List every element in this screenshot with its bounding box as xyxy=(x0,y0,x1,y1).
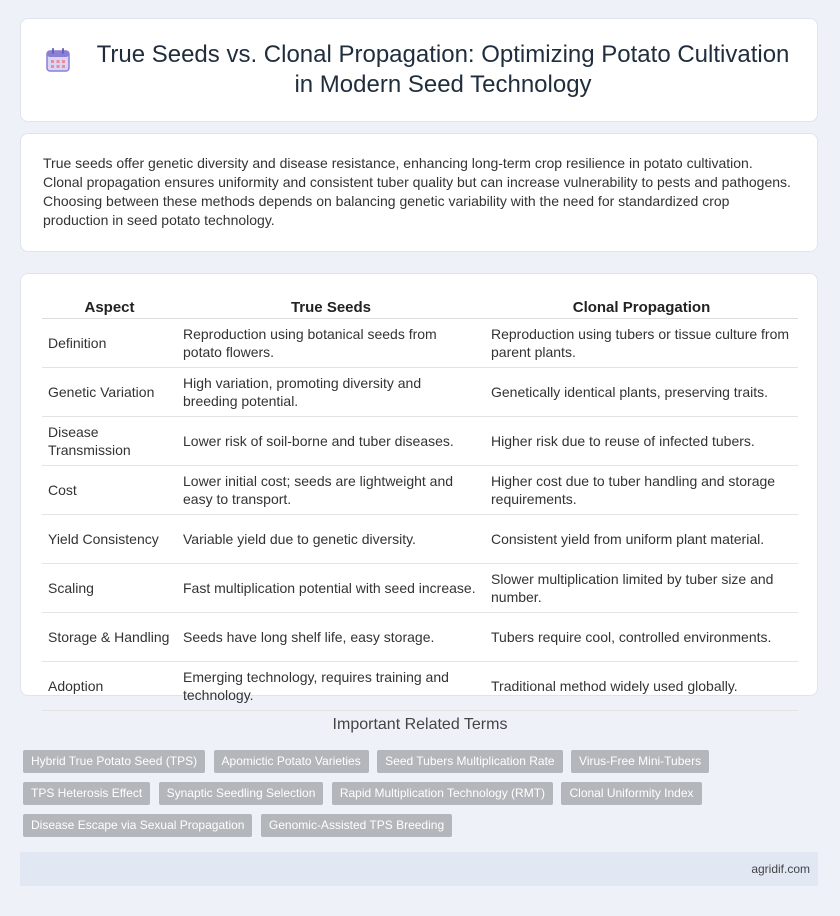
table-row xyxy=(42,319,798,368)
table-header-row xyxy=(42,296,798,319)
table-row xyxy=(42,662,798,711)
cell-aspect: Adoption xyxy=(42,662,177,711)
related-tag[interactable]: Clonal Uniformity Index xyxy=(561,782,701,805)
cell-clonal: Tubers require cool, controlled environments. xyxy=(485,613,798,662)
cell-true-seeds: Fast multiplication potential with seed increase. xyxy=(177,564,485,613)
cell-aspect: Genetic Variation xyxy=(42,368,177,417)
table-row xyxy=(42,466,798,515)
table-row xyxy=(42,613,798,662)
cell-true-seeds: Seeds have long shelf life, easy storage. xyxy=(177,613,485,662)
header-true-seeds: True Seeds xyxy=(177,296,485,319)
related-tag[interactable]: Hybrid True Potato Seed (TPS) xyxy=(23,750,205,773)
cell-aspect: Scaling xyxy=(42,564,177,613)
cell-clonal: Reproduction using tubers or tissue culture from parent plants. xyxy=(485,319,798,368)
related-tag[interactable]: TPS Heterosis Effect xyxy=(23,782,150,805)
related-tag[interactable]: Genomic-Assisted TPS Breeding xyxy=(261,814,452,837)
comparison-table xyxy=(42,296,798,711)
calendar-icon xyxy=(45,47,71,73)
header-clonal: Clonal Propagation xyxy=(485,296,798,319)
cell-clonal: Consistent yield from uniform plant material. xyxy=(485,515,798,564)
cell-true-seeds: Emerging technology, requires training and technology. xyxy=(177,662,485,711)
related-tag[interactable]: Seed Tubers Multiplication Rate xyxy=(377,750,562,773)
related-tag[interactable]: Apomictic Potato Varieties xyxy=(214,750,369,773)
table-row xyxy=(42,564,798,613)
cell-true-seeds: Variable yield due to genetic diversity. xyxy=(177,515,485,564)
related-tag[interactable]: Rapid Multiplication Technology (RMT) xyxy=(332,782,553,805)
cell-aspect: Cost xyxy=(42,466,177,515)
cell-aspect: Yield Consistency xyxy=(42,515,177,564)
cell-clonal: Higher risk due to reuse of infected tubers. xyxy=(485,417,798,466)
table-row xyxy=(42,368,798,417)
comparison-card xyxy=(20,273,818,703)
cell-clonal: Higher cost due to tuber handling and storage requirements. xyxy=(485,466,798,515)
cell-true-seeds: Reproduction using botanical seeds from potato flowers. xyxy=(177,319,485,368)
cell-true-seeds: Lower initial cost; seeds are lightweight and easy to transport. xyxy=(177,466,485,515)
related-terms-heading: Important Related Terms xyxy=(332,716,508,733)
cell-aspect: Disease Transmission xyxy=(42,417,177,466)
title-card xyxy=(20,18,818,122)
intro-card xyxy=(20,133,818,252)
cell-aspect: Definition xyxy=(42,319,177,368)
related-terms-list xyxy=(23,750,813,846)
related-tag[interactable]: Virus-Free Mini-Tubers xyxy=(571,750,709,773)
table-row xyxy=(42,515,798,564)
cell-clonal: Genetically identical plants, preserving traits. xyxy=(485,368,798,417)
related-tag[interactable]: Disease Escape via Sexual Propagation xyxy=(23,814,252,837)
cell-true-seeds: High variation, promoting diversity and breeding potential. xyxy=(177,368,485,417)
table-row xyxy=(42,417,798,466)
header-aspect: Aspect xyxy=(42,296,177,319)
cell-clonal: Traditional method widely used globally. xyxy=(485,662,798,711)
footer xyxy=(20,852,818,886)
cell-true-seeds: Lower risk of soil-borne and tuber diseases. xyxy=(177,417,485,466)
title-wrap xyxy=(45,40,793,100)
page-title: True Seeds vs. Clonal Propagation: Optimizing Potato Cultivation in Modern Seed Technology xyxy=(96,41,790,98)
cell-clonal: Slower multiplication limited by tuber size and number. xyxy=(485,564,798,613)
footer-site-link[interactable]: agridif.com xyxy=(751,862,810,876)
intro-text: True seeds offer genetic diversity and disease resistance, enhancing long-term crop resilience in potato cultivation. Clonal propagation ensures uniformity and consistent tuber quality but can increase vulnerability to pests and pathogens. Choosing between these methods depends on balancing genetic variability with the need for standardized crop production in seed potato technology. xyxy=(43,155,791,228)
cell-aspect: Storage & Handling xyxy=(42,613,177,662)
related-tag[interactable]: Synaptic Seedling Selection xyxy=(159,782,324,805)
